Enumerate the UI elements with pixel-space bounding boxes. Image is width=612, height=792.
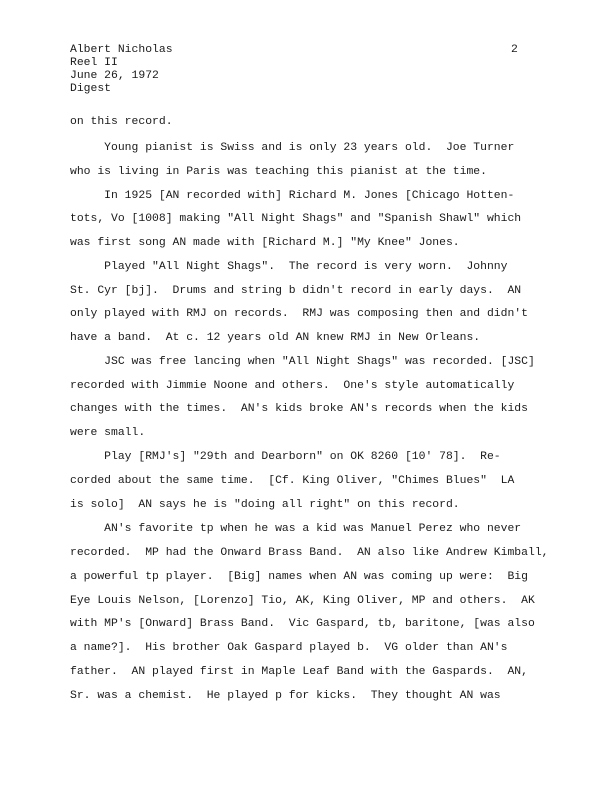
header-date: June 26, 1972: [70, 70, 159, 82]
text-line: changes with the times. AN's kids broke AN's records when the kids: [70, 403, 528, 415]
text-line: on this record.: [70, 116, 173, 128]
text-line: Play [RMJ's] "29th and Dearborn" on OK 8260 [10' 78]. Re-: [70, 451, 501, 463]
text-line: who is living in Paris was teaching this pianist at the time.: [70, 166, 487, 178]
text-line: were small.: [70, 427, 146, 439]
text-line: tots, Vo [1008] making "All Night Shags" and "Spanish Shawl" which: [70, 213, 522, 225]
text-line: recorded with Jimmie Noone and others. One's style automatically: [70, 380, 515, 392]
text-line: Sr. was a chemist. He played p for kicks. They thought AN was: [70, 690, 501, 702]
text-line: St. Cyr [bj]. Drums and string b didn't record in early days. AN: [70, 285, 522, 297]
text-line: a name?]. His brother Oak Gaspard played b. VG older than AN's: [70, 642, 508, 654]
text-line: father. AN played first in Maple Leaf Band with the Gaspards. AN,: [70, 666, 528, 678]
text-line: have a band. At c. 12 years old AN knew RMJ in New Orleans.: [70, 332, 481, 344]
page-header: [70, 44, 173, 96]
text-line: only played with RMJ on records. RMJ was composing then and didn't: [70, 308, 528, 320]
text-line: is solo] AN says he is "doing all right" on this record.: [70, 499, 460, 511]
text-line: Played "All Night Shags". The record is very worn. Johnny: [70, 261, 508, 273]
text-line: was first song AN made with [Richard M.] "My Knee" Jones.: [70, 237, 460, 249]
text-line: a powerful tp player. [Big] names when AN was coming up were: Big: [70, 571, 528, 583]
text-line: AN's favorite tp when he was a kid was Manuel Perez who never: [70, 523, 522, 535]
header-type: Digest: [70, 83, 112, 95]
text-line: JSC was free lancing when "All Night Shags" was recorded. [JSC]: [70, 356, 535, 368]
text-line: Young pianist is Swiss and is only 23 years old. Joe Turner: [70, 142, 515, 154]
text-line: Eye Louis Nelson, [Lorenzo] Tio, AK, King Oliver, MP and others. AK: [70, 595, 535, 607]
text-line: with MP's [Onward] Brass Band. Vic Gaspard, tb, baritone, [was also: [70, 618, 535, 630]
text-line: corded about the same time. [Cf. King Oliver, "Chimes Blues" LA: [70, 475, 515, 487]
header-reel: Reel II: [70, 57, 118, 69]
header-name: Albert Nicholas: [70, 44, 173, 56]
page-number: 2: [511, 44, 518, 56]
text-line: recorded. MP had the Onward Brass Band. AN also like Andrew Kimball,: [70, 547, 549, 559]
text-line: In 1925 [AN recorded with] Richard M. Jones [Chicago Hotten-: [70, 190, 515, 202]
